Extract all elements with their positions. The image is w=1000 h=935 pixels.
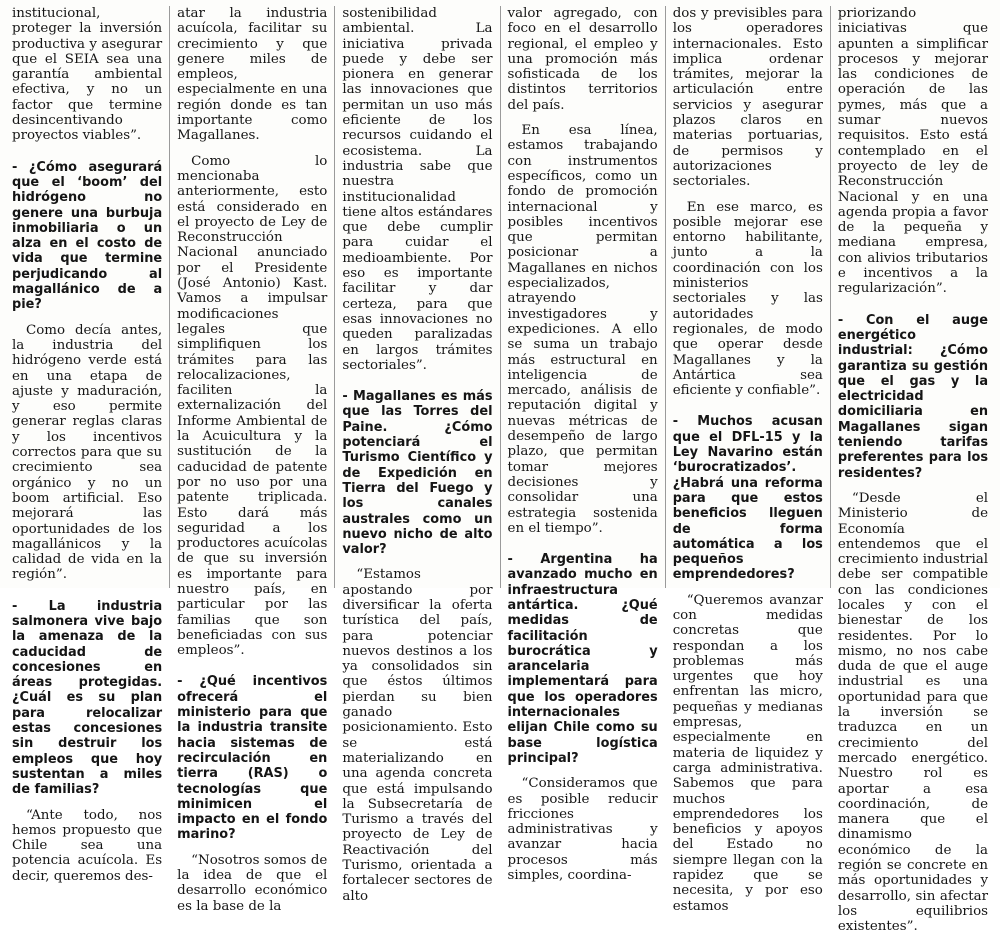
paragraph: “Nosotros somos de la idea de que el desarrollo económico es la base de la [177, 852, 328, 914]
article-column-1 [5, 6, 169, 884]
paragraph: dos y previsibles para los operadores internacionales. Esto implica ordenar trámites, mejorar la articulación entre servicios y asegurar plazos claros en materias portuarias, de permisos y autorizaciones sectoriales. [672, 6, 823, 190]
interview-question: - La industria salmonera vive bajo la amenaza de la caducidad de concesiones en áreas protegidas. ¿Cuál es su plan para relocalizar estas concesiones sin destruir los empleos que hoy sustentan a miles de familias? [12, 598, 163, 798]
paragraph: “Consideramos que es posible reducir fricciones administrativas y avanzar hacia procesos más simples, coordina- [507, 776, 658, 884]
article-column-4 [500, 6, 665, 884]
paragraph: sostenibilidad ambiental. La iniciativa privada puede y debe ser pionera en generar las innovaciones que permitan un uso más eficiente de los recursos cuidando el ecosistema. La industria sabe que nuestra institucionalidad tiene altos estándares que debe cumplir para cuidar el medioambiente. Por eso es importante facilitar y dar certeza, para que esas innovaciones no queden paralizadas en largos trámites sectoriales”. [342, 6, 493, 373]
article-column-6 [830, 6, 995, 935]
paragraph: Como decía antes, la industria del hidrógeno verde está en una etapa de ajuste y maduración, y eso permite generar reglas claras y los incentivos correctos para que su crecimiento sea orgánico y no un boom artificial. Eso mejorará las oportunidades de los magallánicos y la calidad de vida en la región”. [12, 322, 163, 583]
paragraph: atar la industria acuícola, facilitar su crecimiento y que genere miles de empleos, especialmente en una región donde es tan importante como Magallanes. [177, 6, 328, 144]
paragraph: En esa línea, estamos trabajando con instrumentos específicos, como un fondo de promoción internacional y posibles incentivos que permitan posicionar a Magallanes en nichos especializados, atrayendo investigadores y expediciones. A ello se suma un trabajo más estructural en inteligencia de mercado, análisis de reputación digital y nuevas métricas de desempeño de largo plazo, que permitan tomar mejores decisiones y consolidar una estrategia sostenida en el tiempo”. [507, 123, 658, 536]
interview-question: - Muchos acusan que el DFL-15 y la Ley Navarino están ‘burocratizados’. ¿Habrá una reforma para que estos beneficios lleguen de forma automática a los pequeños emprendedores? [672, 414, 823, 583]
interview-question: - ¿Qué incentivos ofrecerá el ministerio para que la industria transite hacia sistemas de recirculación en tierra (RAS) o tecnologías que minimicen el impacto en el fondo marino? [177, 674, 328, 843]
paragraph: “Ante todo, nos hemos propuesto que Chile sea una potencia acuícola. Es decir, queremos des- [12, 807, 163, 884]
paragraph: Como lo mencionaba anteriormente, esto está considerado en el proyecto de Ley de Reconstrucción Nacional anunciado por el Presidente (José Antonio) Kast. Vamos a impulsar modificaciones legales que simplifiquen los trámites para las relocalizaciones, faciliten la externalización del Informe Ambiental de la Acuicultura y la sustitución de la caducidad de patente por no uso por una patente triplicada. Esto dará más seguridad a los productores acuícolas de que su inversión es importante para nuestro país, en particular por las familias que son beneficiadas con sus empleos”. [177, 153, 328, 659]
paragraph: “Queremos avanzar con medidas concretas que respondan a los problemas más urgentes que hoy enfrentan las micro, pequeñas y medianas empresas, especialmente en materia de liquidez y carga administrativa. Sabemos que para muchos emprendedores los beneficios y apoyos del Estado no siempre llegan con la rapidez que se necesita, y por eso estamos [672, 592, 823, 914]
paragraph: valor agregado, con foco en el desarrollo regional, el empleo y una promoción más sofisticada de los distintos territorios del país. [507, 6, 658, 113]
article-column-5 [665, 6, 830, 914]
interview-question: - Magallanes es más que las Torres del Paine. ¿Cómo potenciará el Turismo Científico y de Expedición en Tierra del Fuego y los canales australes como un nuevo nicho de alto valor? [342, 389, 493, 558]
interview-question: - Argentina ha avanzado mucho en infraestructura antártica. ¿Qué medidas de facilitación burocrática y arancelaria implementará para que los operadores internacionales elijan Chile como su base logística principal? [507, 552, 658, 766]
paragraph: priorizando iniciativas que apunten a simplificar procesos y mejorar las condiciones de operación de las pymes, más que a sumar nuevos requisitos. Esto está contemplado en el proyecto de ley de Reconstrucción Nacional y en una agenda propia a favor de la pequeña y mediana empresa, con alivios tributarios e incentivos a la regularización”. [837, 6, 989, 297]
article-column-2 [169, 6, 334, 914]
paragraph: En ese marco, es posible mejorar ese entorno habilitante, junto a la coordinación con los ministerios sectoriales y las autoridades regionales, de modo que operar desde Magallanes y la Antártica sea eficiente y confiable”. [672, 199, 823, 399]
article-column-3 [334, 6, 499, 904]
paragraph: “Desde el Ministerio de Economía entendemos que el crecimiento industrial debe ser compatible con las condiciones locales y con el bienestar de los residentes. Por lo mismo, no nos cabe duda de que el auge industrial es una oportunidad para que la inversión se traduzca en un crecimiento del mercado energético. Nuestro rol es aportar a esa coordinación, de manera que el dinamismo económico de la región se concrete en más oportunidades y desarrollo, sin afectar los equilibrios existentes”. [837, 490, 989, 935]
paragraph: “Estamos apostando por diversificar la oferta turística del país, para potenciar nuevos destinos a los ya consolidados sin que éstos últimos pierdan su bien ganado posicionamiento. Esto se está materializando en una agenda concreta que está impulsando la Subsecretaría de Turismo a través del proyecto de Ley de Reactivación del Turismo, orientada a fortalecer sectores de alto [342, 567, 493, 904]
interview-question: - ¿Cómo asegurará que el ‘boom’ del hidrógeno no genere una burbuja inmobiliaria o un alza en el costo de vida que termine perjudicando al magallánico de a pie? [12, 159, 163, 313]
interview-question: - Con el auge energético industrial: ¿Cómo garantiza su gestión que el gas y la electricidad domiciliaria en Magallanes sigan teniendo tarifas preferentes para los residentes? [837, 312, 989, 481]
paragraph: institucional, proteger la inversión productiva y asegurar que el SEIA sea una garantía ambiental efectiva, y no un factor que termine desincentivando proyectos viables”. [12, 6, 163, 144]
